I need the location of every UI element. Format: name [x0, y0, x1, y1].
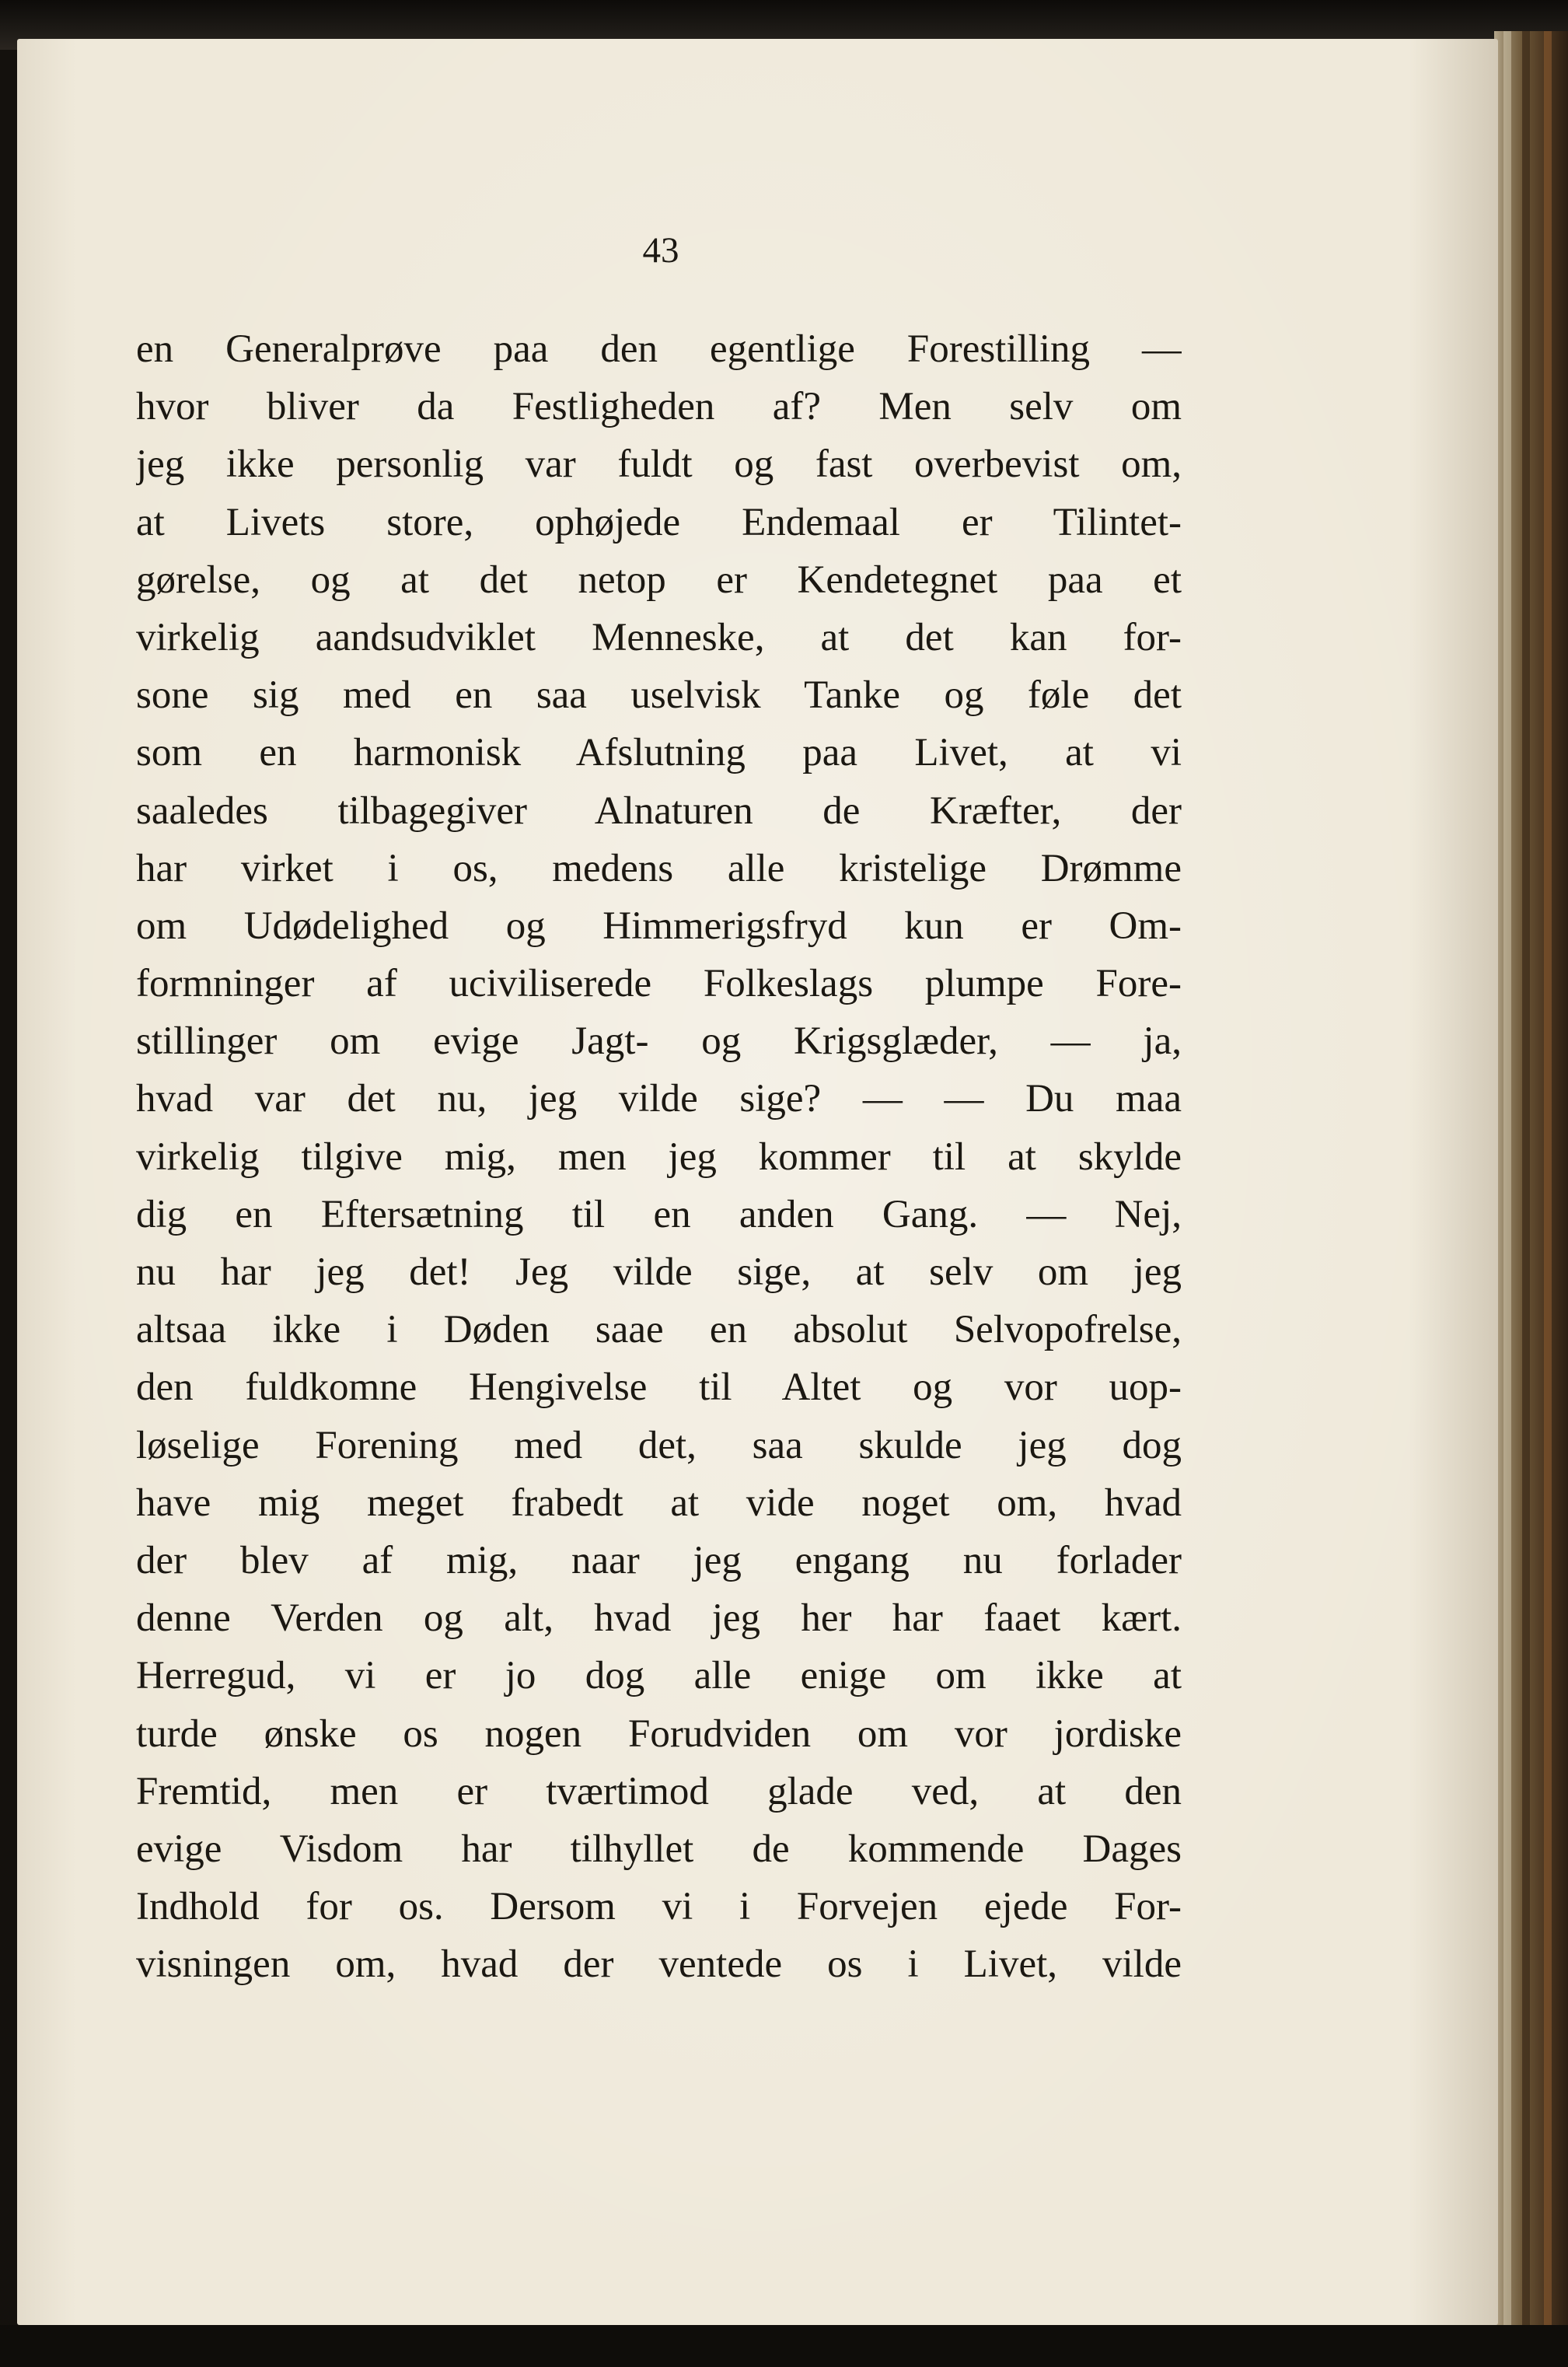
text-line: sone sig med en saa uselvisk Tanke og føle det	[136, 673, 1182, 718]
text-line: gørelse, og at det netop er Kendetegnet paa et	[136, 558, 1182, 602]
text-line: hvor bliver da Festligheden af? Men selv om	[136, 385, 1182, 429]
scan-bottom-edge	[0, 2325, 1568, 2367]
text-line: have mig meget frabedt at vide noget om, hvad	[136, 1481, 1182, 1525]
text-line: virkelig aandsudviklet Menneske, at det kan for-	[136, 615, 1182, 659]
text-line: nu har jeg det! Jeg vilde sige, at selv om jeg	[136, 1250, 1182, 1294]
binding-edge	[1544, 31, 1552, 2367]
text-line: visningen om, hvad der ventede os i Livet, vilde	[136, 1942, 1182, 1987]
text-line: formninger af uciviliserede Folkeslags plumpe Fore-	[136, 962, 1182, 1006]
text-line: en Generalprøve paa den egentlige Forestilling —	[136, 327, 1182, 371]
text-line: dig en Eftersætning til en anden Gang. — Nej,	[136, 1192, 1182, 1236]
text-line: saaledes tilbagegiver Alnaturen de Kræfter, der	[136, 788, 1182, 833]
text-line: virkelig tilgive mig, men jeg kommer til at skylde	[136, 1135, 1182, 1179]
text-line: om Udødelighed og Himmerigsfryd kun er Om-	[136, 904, 1182, 948]
text-line: jeg ikke personlig var fuldt og fast overbevist om,	[136, 442, 1182, 487]
text-line: har virket i os, medens alle kristelige Drømme	[136, 846, 1182, 890]
text-line: stillinger om evige Jagt- og Krigsglæder, — ja,	[136, 1019, 1182, 1064]
text-line: der blev af mig, naar jeg engang nu forlader	[136, 1538, 1182, 1582]
text-line: den fuldkomne Hengivelse til Altet og vor uop-	[136, 1365, 1182, 1410]
text-line: evige Visdom har tilhyllet de kommende Dages	[136, 1827, 1182, 1871]
text-line: Indhold for os. Dersom vi i Forvejen ejede For-	[136, 1885, 1182, 1929]
text-line: Herregud, vi er jo dog alle enige om ikke at	[136, 1654, 1182, 1698]
text-line: turde ønske os nogen Forudviden om vor jordiske	[136, 1711, 1182, 1756]
body-text	[136, 320, 1182, 1993]
text-line: hvad var det nu, jeg vilde sige? — — Du maa	[136, 1077, 1182, 1121]
text-line: at Livets store, ophøjede Endemaal er Tilintet-	[136, 500, 1182, 544]
page-edge-highlight	[1503, 31, 1511, 2367]
text-line: som en harmonisk Afslutning paa Livet, at vi	[136, 731, 1182, 775]
text-line: løselige Forening med det, saa skulde jeg dog	[136, 1423, 1182, 1467]
text-line: altsaa ikke i Døden saae en absolut Selvopofrelse,	[136, 1308, 1182, 1352]
text-line: Fremtid, men er tværtimod glade ved, at den	[136, 1769, 1182, 1813]
page-edge-shadow	[1522, 31, 1530, 2367]
page-number: 43	[642, 230, 679, 271]
text-line: denne Verden og alt, hvad jeg her har faaet kært.	[136, 1596, 1182, 1641]
